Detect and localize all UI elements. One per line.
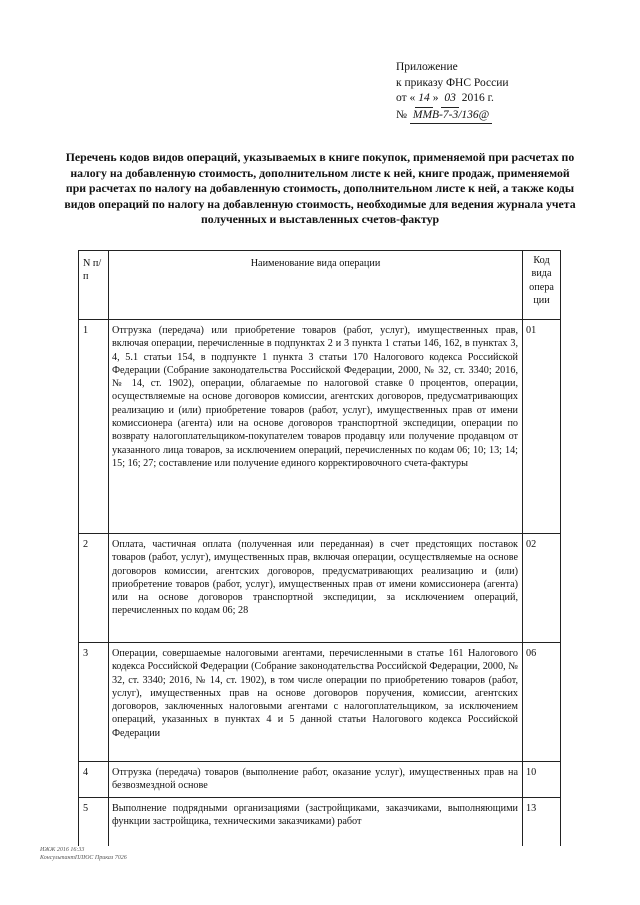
row-operation-name: Отгрузка (передача) или приобретение товаров (работ, услуг), имущественных прав, включая операции, перечисленные в подпунктах 2 и 3 пункта 1 статьи 146, 162, в пунктах 3, 4, 5.1 статьи 154, в подпункте 1 пункта 3 статьи 170 Налогового кодекса Российской Федерации (Собрание законодательства Российской Федерации, 2000, № 32, ст. 3340; 2016, № 14, ст. 1902), операции, облагаемые по налоговой ставке 0 процентов, операции, осуществляемые на основе договоров комиссии, агентских договоров, предусматривающих реализацию и (или) приобретение товаров (работ, услуг), имущественных прав от имени комиссионера (агента) или на основе договоров транспортной экспедиции, операции по возврату налогоплательщиком-покупателем товаров продавцу или получение продавцом от указанного лица товаров, за исключением операций, перечисленных по кодам 06; 10; 13; 14; 15; 16; 27; составление или получение единого корректировочного счета-фактуры [109, 320, 523, 534]
date-month: 03 [441, 91, 459, 108]
table-row [79, 762, 561, 798]
appendix-block [396, 60, 596, 124]
table-row [79, 534, 561, 643]
table-row [79, 643, 561, 762]
operation-codes-table [78, 250, 561, 846]
order-date [396, 91, 596, 108]
page-footer [40, 846, 127, 862]
table-header-row [79, 251, 561, 320]
date-day: 14 [415, 91, 433, 108]
row-operation-name: Выполнение подрядными организациями (застройщиками, заказчиками, выполняющими функции застройщика, техническими заказчиками) работ [109, 797, 523, 846]
row-code: 01 [523, 320, 561, 534]
row-code: 06 [523, 643, 561, 762]
header-name: Наименование вида операции [109, 251, 523, 320]
header-num: N п/п [79, 251, 109, 320]
number-value: ММВ-7-3/136@ [410, 108, 492, 125]
footer-line-1: ИЖЖ 2016 16:33 [40, 847, 85, 853]
row-num: 5 [79, 797, 109, 846]
row-operation-name: Оплата, частичная оплата (полученная или переданная) в счет предстоящих поставок товаров (работ, услуг), имущественных прав, включая операции, осуществляемые на основе договоров комиссии, агентских договоров, предусматривающих реализацию и (или) приобретение товаров (работ, услуг), имущественных прав от имени комиссионера (агента) или на основе договоров транспортной экспедиции, за исключением операций, перечисленных по кодам 06; 28 [109, 534, 523, 643]
order-number [396, 108, 596, 125]
header-code: Код вида опера ции [523, 251, 561, 320]
row-code: 02 [523, 534, 561, 643]
number-prefix: № [396, 108, 407, 121]
row-num: 4 [79, 762, 109, 798]
order-reference: к приказу ФНС России [396, 76, 509, 89]
row-num: 1 [79, 320, 109, 534]
row-operation-name: Отгрузка (передача) товаров (выполнение работ, оказание услуг), имущественных прав на безвозмездной основе [109, 762, 523, 798]
table-row [79, 797, 561, 846]
date-mid: » [432, 92, 439, 104]
footer-line-2: КонсультантПЛЮС Приказ 7026 [40, 855, 127, 861]
appendix-label: Приложение [396, 61, 458, 73]
row-operation-name: Операции, совершаемые налоговыми агентами, перечисленными в статье 161 Налогового кодекса Российской Федерации (Собрание законодательства Российской Федерации, 2000, № 32, ст. 3340; 2016, № 14, ст. 1902), в том числе операции по приобретению товаров (работ, услуг), имущественных прав на основе договоров поручения, комиссии, агентских договоров, заключенных налоговыми агентами с налогоплательщиком, за исключением операций, указанных в пунктах 4 и 5 данной статьи Налогового кодекса Российской Федерации [109, 643, 523, 762]
date-prefix: от « [396, 92, 416, 104]
row-code: 13 [523, 797, 561, 846]
row-code: 10 [523, 762, 561, 798]
table-row [79, 320, 561, 534]
document-title: Перечень кодов видов операций, указываемых в книге покупок, применяемой при расчетах по налогу на добавленную стоимость, дополнительном листе к ней, книге продаж, применяемой при расчетах по налогу на добавленную стоимость, дополнительном листе к ней, а также коды видов операций по налогу на добавленную стоимость, необходимые для ведения журнала учета полученных и выставленных счетов-фактур [64, 150, 576, 226]
row-num: 3 [79, 643, 109, 762]
date-year: 2016 г. [461, 92, 494, 104]
row-num: 2 [79, 534, 109, 643]
